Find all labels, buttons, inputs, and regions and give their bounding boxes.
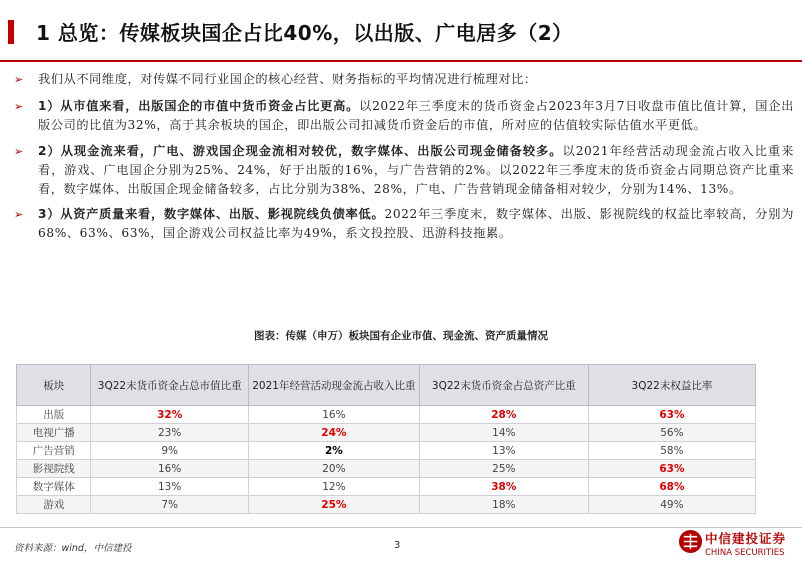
value-cell: 24% xyxy=(248,424,419,442)
value-cell: 7% xyxy=(91,496,249,514)
table-row xyxy=(17,406,756,424)
value-cell: 23% xyxy=(91,424,249,442)
arrow-bullet-icon: ➢ xyxy=(14,208,24,222)
arrow-bullet-icon: ➢ xyxy=(14,73,24,86)
value-cell: 2% xyxy=(248,442,419,460)
table-row xyxy=(17,478,756,496)
arrow-bullet-icon: ➢ xyxy=(14,144,24,158)
value-cell: 20% xyxy=(248,460,419,478)
value-cell: 9% xyxy=(91,442,249,460)
value-cell: 18% xyxy=(419,496,588,514)
column-header: 3Q22末权益比率 xyxy=(588,365,755,406)
sector-cell: 游戏 xyxy=(17,496,91,514)
bullet-text: 以2021年经营活动现金流占收入比重来看，游戏、广电国企分别为25%、24%，好于出版的16%，与广告营销的2%。以2022年三季度末的货币资金占同期总资产比重来看，数字媒体、出版国企现金储备较多，占比分别为38%、28%，广电、广告营销现金储备相对较少，分别为14%、13%。 xyxy=(38,143,794,197)
page-title: 1 总览：传媒板块国企占比40%，以出版、广电居多（2） xyxy=(36,21,573,45)
value-cell: 49% xyxy=(588,496,755,514)
value-cell: 25% xyxy=(248,496,419,514)
table-row xyxy=(17,496,756,514)
column-header: 3Q22末货币资金占总市值比重 xyxy=(91,365,249,406)
bullet-point-1 xyxy=(14,97,794,135)
bullet-text: 以2022年三季度末的货币资金占2023年3月7日收盘市值比值计算，国企出版公司的比值为32%，高于其余板块的国企，即出版公司扣减货币资金后的市值，所对应的估值较实际估值水平更低。 xyxy=(38,99,794,133)
value-cell: 58% xyxy=(588,442,755,460)
table-row xyxy=(17,424,756,442)
sector-cell: 广告营销 xyxy=(17,442,91,460)
bullet-point-2 xyxy=(14,142,794,200)
arrow-bullet-icon: ➢ xyxy=(14,100,24,114)
value-cell: 25% xyxy=(419,460,588,478)
table-header-row xyxy=(17,365,756,406)
value-cell: 28% xyxy=(419,406,588,424)
bullet-heading: 1）从市值来看，出版国企的市值中货币资金占比更高。 xyxy=(38,99,360,114)
column-header: 3Q22末货币资金占总资产比重 xyxy=(419,365,588,406)
value-cell: 38% xyxy=(419,478,588,496)
value-cell: 14% xyxy=(419,424,588,442)
bullet-heading: 2）从现金流来看，广电、游戏国企现金流相对较优，数字媒体、出版公司现金储备较多。 xyxy=(38,143,563,158)
page-number: 3 xyxy=(394,540,401,551)
value-cell: 63% xyxy=(588,460,755,478)
table-caption: 图表：传媒（申万）板块国有企业市值、现金流、资产质量情况 xyxy=(254,330,548,342)
title-accent-bar xyxy=(8,20,14,44)
sector-cell: 数字媒体 xyxy=(17,478,91,496)
column-header: 2021年经营活动现金流占收入比重 xyxy=(248,365,419,406)
value-cell: 56% xyxy=(588,424,755,442)
company-logo xyxy=(678,525,798,565)
bullet-text: 我们从不同维度，对传媒不同行业国企的核心经营、财务指标的平均情况进行梳理对比： xyxy=(38,72,537,86)
table-row xyxy=(17,460,756,478)
value-cell: 13% xyxy=(419,442,588,460)
title-bar xyxy=(0,0,802,58)
value-cell: 16% xyxy=(91,460,249,478)
sector-cell: 出版 xyxy=(17,406,91,424)
bullet-intro xyxy=(14,70,794,89)
bullet-text: 2022年三季度末，数字媒体、出版、影视院线的权益比率较高，分别为68%、63%、63%，国企游戏公司权益比率为49%，系文投控股、迅游科技拖累。 xyxy=(38,207,794,241)
table-row xyxy=(17,442,756,460)
data-table xyxy=(16,364,756,514)
bullet-list xyxy=(14,70,794,250)
column-header: 板块 xyxy=(17,365,91,406)
value-cell: 68% xyxy=(588,478,755,496)
source-note: 资料来源：wind，中信建投 xyxy=(14,543,132,554)
sector-cell: 影视院线 xyxy=(17,460,91,478)
value-cell: 12% xyxy=(248,478,419,496)
logo-text-cn: 中信建投证券 xyxy=(705,531,787,546)
title-divider xyxy=(0,60,802,62)
value-cell: 16% xyxy=(248,406,419,424)
bullet-heading: 3）从资产质量来看，数字媒体、出版、影视院线负债率低。 xyxy=(38,207,385,222)
logo-mark-icon xyxy=(678,529,703,554)
sector-cell: 电视广播 xyxy=(17,424,91,442)
value-cell: 32% xyxy=(91,406,249,424)
value-cell: 63% xyxy=(588,406,755,424)
bullet-point-3 xyxy=(14,205,794,243)
value-cell: 13% xyxy=(91,478,249,496)
logo-text-en: CHINA SECURITIES xyxy=(705,548,785,558)
